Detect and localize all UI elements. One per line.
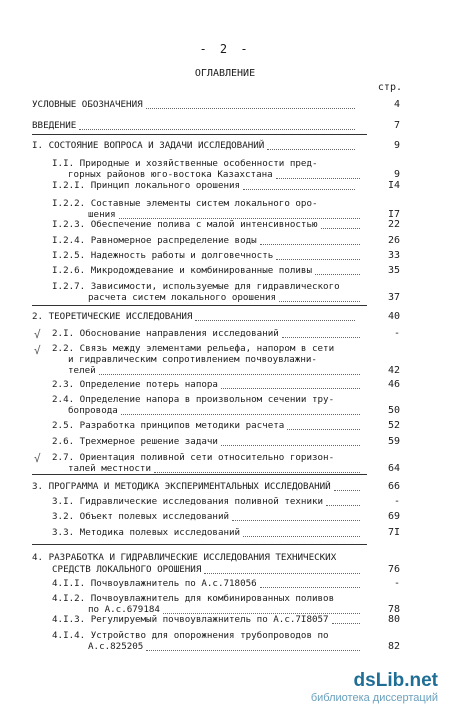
dot-leader [260,587,360,588]
toc-page-number: 22 [387,219,400,230]
toc-title: ОГЛАВЛЕНИЕ [194,68,256,79]
dot-leader [195,320,355,321]
toc-entry-line: бопровода [68,405,118,416]
toc-entry-line: и гидравлическим сопротивлением почвоувлажни- [68,354,317,365]
toc-page-number: 7I [387,527,400,538]
page-column-header: стр. [377,82,402,93]
toc-entry-line: I. СОСТОЯНИЕ ВОПРОСА И ЗАДАЧИ ИССЛЕДОВАНИЙ [32,140,265,151]
toc-entry-line: I.I. Природные и хозяйственные особенности пред- [52,158,318,169]
page-number: - 2 - [199,42,251,56]
toc-page-number: 35 [387,265,400,276]
dot-leader [287,429,360,430]
dot-leader [321,228,360,229]
toc-page-number: 26 [387,235,400,246]
dot-leader [267,149,355,150]
dot-leader [121,414,360,415]
toc-page-number: 78 [387,604,400,615]
toc-entry-line: 2.5. Разработка принципов методики расчета [52,420,285,431]
toc-page-number: I4 [387,180,400,191]
toc-entry-line: 2. ТЕОРЕТИЧЕСКИЕ ИССЛЕДОВАНИЯ [32,311,193,322]
toc-entry-line: УСЛОВНЫЕ ОБОЗНАЧЕНИЯ [32,99,143,110]
dot-leader [260,244,360,245]
dot-leader [221,445,360,446]
toc-entry-line: 4.I.3. Регулируемый почвоувлажнитель по А.с.7I8057 [52,614,329,625]
toc-entry-line: А.с.825205 [88,641,144,652]
dot-leader [334,490,360,491]
toc-page-number: 7 [393,120,400,131]
toc-page-number: 46 [387,379,400,390]
toc-entry-line: I.2.6. Микродождевание и комбинированные поливы [52,265,312,276]
dot-leader [204,573,360,574]
dot-leader [326,505,360,506]
dot-leader [315,274,360,275]
check-mark-icon: √ [34,328,41,341]
check-mark-icon: √ [34,452,41,465]
dot-leader [279,301,360,302]
check-mark-icon: √ [34,344,41,357]
toc-entry-line: 2.4. Определение напора в произвольном сечении тру- [52,394,335,405]
toc-page-number: - [393,578,400,589]
dot-leader [154,472,360,473]
toc-page-number: 82 [387,641,400,652]
toc-entry-line: 2.7. Ориентация поливной сети относительно горизон- [52,452,335,463]
toc-entry-line: 4.I.4. Устройство для опорожнения трубопроводов по [52,630,329,641]
toc-entry-line: 3. ПРОГРАММА И МЕТОДИКА ЭКСПЕРИМЕНТАЛЬНЫХ ИССЛЕДОВАНИЙ [32,481,331,492]
toc-entry-line: горных районов юго-востока Казахстана [68,169,273,180]
toc-entry-line: 4.I.I. Почвоувлажнитель по А.с.718056 [52,578,257,589]
toc-entry-line: I.2.I. Принцип локального орошения [52,180,241,191]
toc-page-number: I7 [387,209,400,220]
watermark-main: dsLib.net [353,670,438,691]
watermark-sub: библиотека диссертаций [310,692,438,704]
toc-entry-line: I.2.5. Надежность работы и долговечность [52,250,274,261]
dot-leader [276,259,360,260]
toc-page-number: 33 [387,250,400,261]
toc-entry-line: 2.2. Связь между элементами рельефа, напором в сети [52,343,335,354]
toc-entry-line: 3.2. Объект полевых исследований [52,511,230,522]
toc-page-number: - [393,328,400,339]
toc-entry-line: 3.3. Методика полевых исследований [52,527,241,538]
toc-entry-line: 4.I.2. Почвоувлажнитель для комбинированных поливов [52,593,335,604]
dot-leader [282,337,360,338]
toc-page-number: 50 [387,405,400,416]
toc-entry-line: I.2.7. Зависимости, используемые для гидравлического [52,281,340,292]
toc-entry-line: расчета систем локального орошения [88,292,277,303]
toc-page-number: 80 [387,614,400,625]
dot-leader [332,623,360,624]
toc-page-number: 76 [387,564,400,575]
watermark-logo [311,670,438,704]
section-rule [32,134,367,135]
toc-page-number: 42 [387,365,400,376]
dot-leader [243,536,360,537]
toc-entry-line: талей местности [68,463,151,474]
toc-entry-line: 2.I. Обоснование направления исследований [52,328,279,339]
toc-page-number: 9 [393,140,400,151]
toc-entry-line: ВВЕДЕНИЕ [32,120,77,131]
toc-entry-line: 4. РАЗРАБОТКА И ГИДРАВЛИЧЕСКИЕ ИССЛЕДОВАНИЯ ТЕХНИЧЕСКИХ [32,552,337,563]
toc-page-number: 66 [387,481,400,492]
dot-leader [221,388,360,389]
toc-page-number: 52 [387,420,400,431]
dot-leader [276,178,360,179]
dot-leader [99,374,360,375]
toc-page-number: 9 [393,169,400,180]
toc-entry-line: по А.с.679184 [88,604,160,615]
toc-entry-line: I.2.3. Обеспечение полива с малой интенсивностью [52,219,318,230]
section-rule [32,474,367,475]
dot-leader [146,108,355,109]
toc-entry-line: шения [88,209,116,220]
toc-entry-line: 2.6. Трехмерное решение задачи [52,436,218,447]
toc-entry-line: телей [68,365,96,376]
toc-page-number: 4 [393,99,400,110]
section-rule [32,544,367,545]
toc-page-number: 37 [387,292,400,303]
toc-page-number: 64 [387,463,400,474]
toc-page-number: 69 [387,511,400,522]
dot-leader [79,129,355,130]
toc-entry-line: I.2.2. Составные элементы систем локального оро- [52,198,318,209]
dot-leader [243,189,355,190]
toc-page-number: 59 [387,436,400,447]
toc-entry-line: 3.I. Гидравлические исследования поливной техники [52,496,324,507]
dot-leader [232,520,360,521]
section-rule [32,305,367,306]
dot-leader [146,650,360,651]
toc-entry-line: 2.3. Определение потерь напора [52,379,218,390]
toc-entry-line: I.2.4. Равномерное распределение воды [52,235,257,246]
toc-entry-line: СРЕДСТВ ЛОКАЛЬНОГО ОРОШЕНИЯ [52,564,202,575]
toc-page-number: 40 [387,311,400,322]
toc-page-number: - [393,496,400,507]
